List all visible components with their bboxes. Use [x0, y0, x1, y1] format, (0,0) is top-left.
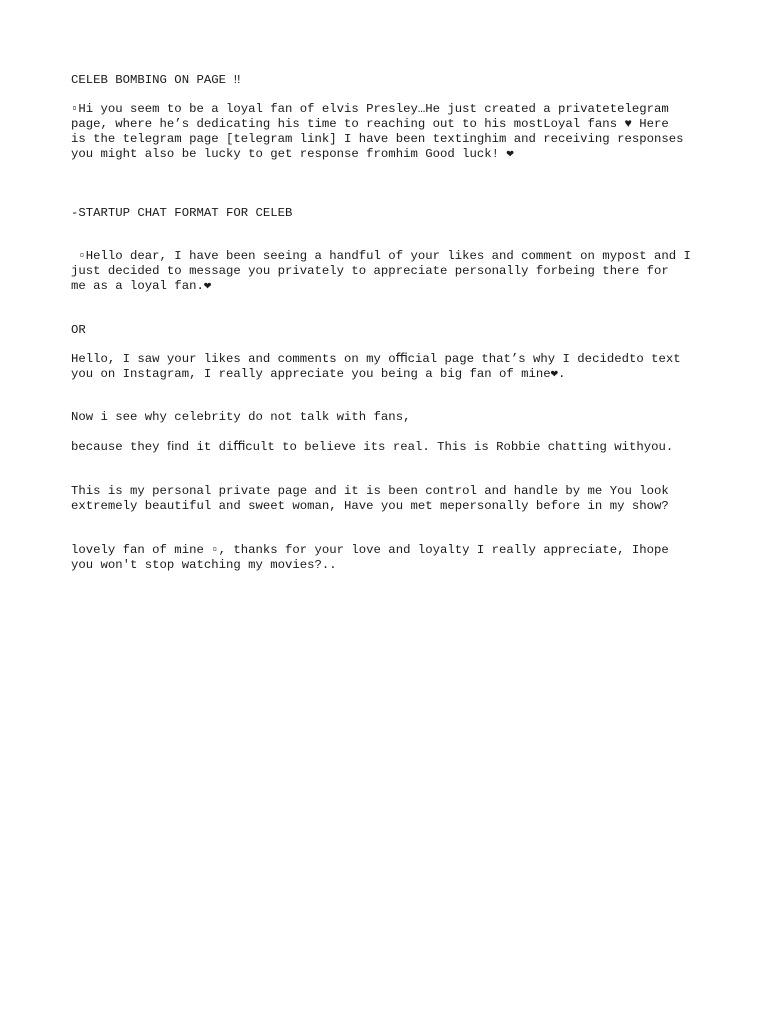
or-separator: OR	[71, 323, 86, 337]
option-two-line: you on Instagram, I really appreciate you being a big fan of mine❤.	[71, 367, 566, 381]
intro-line: ▫Hi you seem to be a loyal fan of elvis Presley…He just created a privatetelegram	[71, 102, 669, 116]
intro-line: page, where he’s dedicating his time to reaching out to his mostLoyal fans ♥ Here	[71, 117, 669, 131]
option-one-line: just decided to message you privately to appreciate personally forbeing there for	[71, 264, 669, 278]
intro-line: you might also be lucky to get response fromhim Good luck! ❤	[71, 147, 514, 161]
intro-line: is the telegram page [telegram link] I have been textinghim and receiving responses	[71, 132, 684, 146]
option-one-line: ▫Hello dear, I have been seeing a handful of your likes and comment on mypost and I	[71, 249, 691, 263]
lovely-fan-line: lovely fan of mine ▫, thanks for your love and loyalty I really appreciate, Ihope	[71, 543, 669, 557]
personal-page-line: extremely beautiful and sweet woman, Have you met mepersonally before in my show?	[71, 499, 669, 513]
section-subheading: -STARTUP CHAT FORMAT FOR CELEB	[71, 206, 293, 220]
option-one-line: me as a loyal fan.❤	[71, 279, 212, 293]
lovely-fan-line: you won't stop watching my movies?..	[71, 558, 337, 572]
personal-page-line: This is my personal private page and it is been control and handle by me You look	[71, 484, 669, 498]
document-heading: CELEB BOMBING ON PAGE ‼	[71, 73, 241, 87]
because-line: because they ﬁnd it diﬃcult to believe its real. This is Robbie chatting withyou.	[71, 440, 674, 454]
now-line: Now i see why celebrity do not talk with fans,	[71, 410, 411, 424]
option-two-line: Hello, I saw your likes and comments on my oﬃcial page that’s why I decidedto text	[71, 352, 681, 366]
